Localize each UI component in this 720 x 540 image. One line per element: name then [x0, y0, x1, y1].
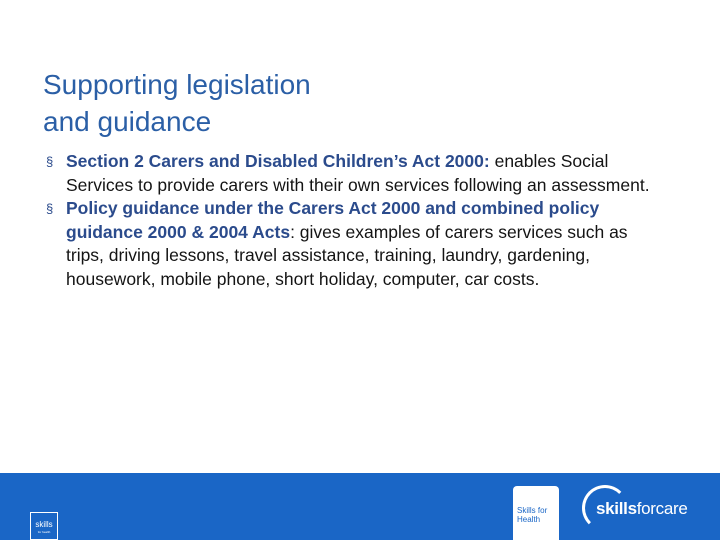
skills-for-health-logo: [513, 486, 559, 540]
bullet-text: enables Social Services to provide carers with their own services following an assessment.: [66, 151, 650, 195]
care-light: forcare: [636, 499, 688, 518]
care-bold: skills: [596, 499, 637, 518]
bullet-item: [46, 197, 656, 291]
skills-logo: [30, 512, 58, 540]
skills-for-health-line1: Skills for: [517, 506, 548, 515]
footer-bar: [0, 473, 720, 540]
skills-logo-text: skills: [35, 520, 53, 529]
slide-title: [43, 66, 643, 140]
square-bullet-icon: §: [46, 201, 54, 216]
title-line-2: and guidance: [43, 106, 212, 137]
skills-for-care-text: [596, 499, 688, 519]
bullet-list: [46, 150, 656, 291]
skills-for-care-logo: [582, 485, 712, 533]
skills-for-health-line2: Health: [517, 515, 541, 524]
bullet-emphasis: Section 2 Carers and Disabled Children’s Act 2000:: [66, 151, 490, 171]
bullet-emphasis: Policy guidance under the Carers Act 2000 and combined policy guidance 2000 & 2004 Acts: [66, 198, 600, 242]
skills-logo-tagline: for health: [37, 530, 51, 534]
bullet-item: [46, 150, 656, 197]
title-line-1: Supporting legislation: [43, 69, 311, 100]
square-bullet-icon: §: [46, 154, 54, 169]
bullet-text: : gives examples of carers services such as trips, driving lessons, travel assistance, training, laundry, gardening, housework, mobile phone, short holiday, computer, car costs.: [66, 221, 628, 289]
